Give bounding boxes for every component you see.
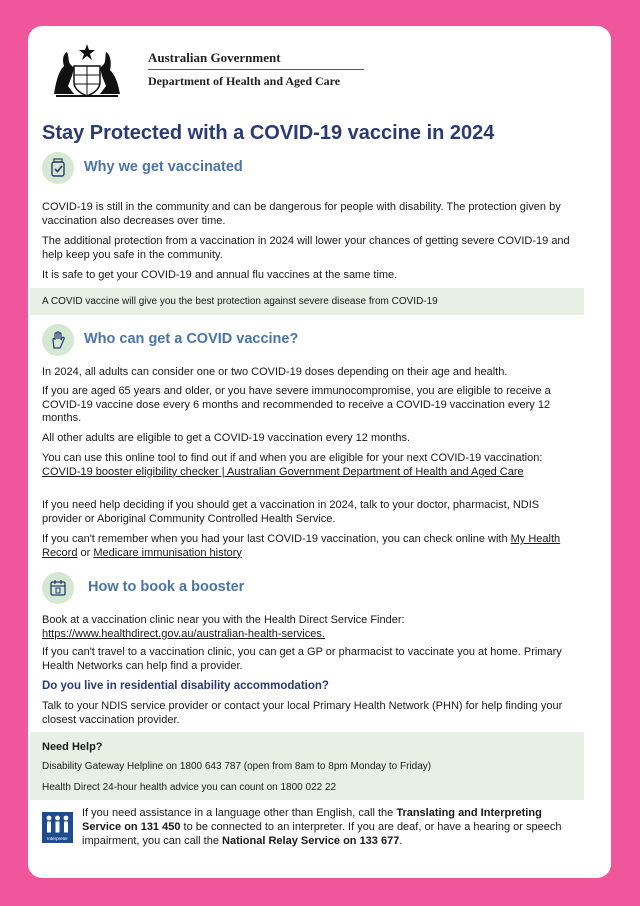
who-paragraph-6 bbox=[42, 533, 580, 560]
book-paragraph-1 bbox=[42, 614, 580, 641]
interpreter-service-text bbox=[82, 806, 582, 848]
government-logo bbox=[48, 42, 348, 104]
need-help-title: Need Help? bbox=[42, 741, 103, 753]
my-health-record-link[interactable]: My Health Record bbox=[42, 533, 561, 559]
who-p6-or: or bbox=[77, 546, 94, 559]
book-paragraph-2: If you can't travel to a vaccination clinic, you can get a GP or pharmacist to vaccinate you at home. Primary Health Networks can help find a provider. bbox=[42, 646, 562, 672]
tis-number: Translating and Interpreting Service on 131 450 bbox=[82, 807, 542, 833]
healthdirect-services-link[interactable]: https://www.healthdirect.gov.au/australian-health-services. bbox=[42, 627, 325, 640]
who-paragraph-3: All other adults are eligible to get a COVID-19 vaccination every 12 months. bbox=[42, 432, 411, 444]
booster-eligibility-checker-link[interactable]: COVID-19 booster eligibility checker | Australian Government Department of Health and Aged Care bbox=[42, 465, 524, 478]
callout-text: A COVID vaccine will give you the best protection against severe disease from COVID-19 bbox=[42, 296, 438, 307]
medicare-immunisation-history-link[interactable]: Medicare immunisation history bbox=[93, 546, 242, 559]
who-paragraph-2: If you are aged 65 years and older, or you have severe immunocompromise, you are eligible to receive a COVID-19 vaccine dose every 6 months and recommended to receive a COVID-19 vaccination every 12 months. bbox=[42, 385, 551, 424]
why-paragraph-3: It is safe to get your COVID-19 and annual flu vaccines at the same time. bbox=[42, 269, 398, 281]
interp-t1: If you need assistance in a language other than English, call the bbox=[82, 807, 397, 819]
header-divider bbox=[148, 69, 364, 70]
health-direct-helpline: Health Direct 24-hour health advice you can count on 1800 022 22 bbox=[42, 782, 337, 793]
who-paragraph-5: If you need help deciding if you should get a vaccination in 2024, talk to your doctor, pharmacist, NDIS provider or Aboriginal Community Controlled Health Service. bbox=[42, 499, 540, 525]
section-book-title: How to book a booster bbox=[88, 579, 245, 595]
who-paragraph-4 bbox=[42, 452, 580, 479]
section-who-title: Who can get a COVID vaccine? bbox=[84, 331, 299, 347]
book-paragraph-3: Talk to your NDIS service provider or contact your local Primary Health Network (PHN) for help finding your closest vaccination provider. bbox=[42, 700, 563, 726]
nrs-number: National Relay Service on 133 677 bbox=[222, 835, 400, 847]
interpreter-logo-label: Interpreter bbox=[47, 836, 68, 841]
who-p4-text: You can use this online tool to find out if and when you are eligible for your next COVID-19 vaccination: bbox=[42, 452, 543, 464]
why-paragraph-2: The additional protection from a vaccination in 2024 will lower your chances of getting severe COVID-19 and help keep you safe in the community. bbox=[42, 235, 570, 261]
section-why-title: Why we get vaccinated bbox=[84, 159, 243, 175]
government-name: Australian Government bbox=[148, 50, 281, 65]
coat-of-arms-icon bbox=[48, 42, 126, 100]
protection-callout bbox=[30, 288, 584, 315]
calendar-icon bbox=[42, 572, 74, 604]
department-name: Department of Health and Aged Care bbox=[148, 74, 341, 88]
raised-hand-icon bbox=[42, 324, 74, 356]
disability-gateway-helpline: Disability Gateway Helpline on 1800 643 787 (open from 8am to 8pm Monday to Friday) bbox=[42, 761, 432, 772]
interp-t2: to be connected to an interpreter. If you are deaf, or have a hearing or speech impairment, you can call the bbox=[82, 821, 562, 847]
book-p1-text: Book at a vaccination clinic near you with the Health Direct Service Finder: bbox=[42, 614, 405, 626]
why-paragraph-1: COVID-19 is still in the community and can be dangerous for people with disability. The protection given by vaccination also decreases over time. bbox=[42, 201, 561, 227]
who-paragraph-1: In 2024, all adults can consider one or two COVID-19 doses depending on their age and health. bbox=[42, 366, 508, 378]
who-p6-text: If you can't remember when you had your last COVID-19 vaccination, you can check online with bbox=[42, 533, 511, 545]
interp-t3: . bbox=[399, 835, 403, 847]
page-title: Stay Protected with a COVID-19 vaccine in 2024 bbox=[42, 122, 495, 144]
residential-accommodation-subheading: Do you live in residential disability accommodation? bbox=[42, 680, 329, 692]
vaccine-checklist-icon bbox=[42, 152, 74, 184]
need-help-box bbox=[30, 732, 584, 800]
flyer-card bbox=[28, 26, 611, 878]
interpreter-symbol-icon bbox=[42, 812, 73, 843]
